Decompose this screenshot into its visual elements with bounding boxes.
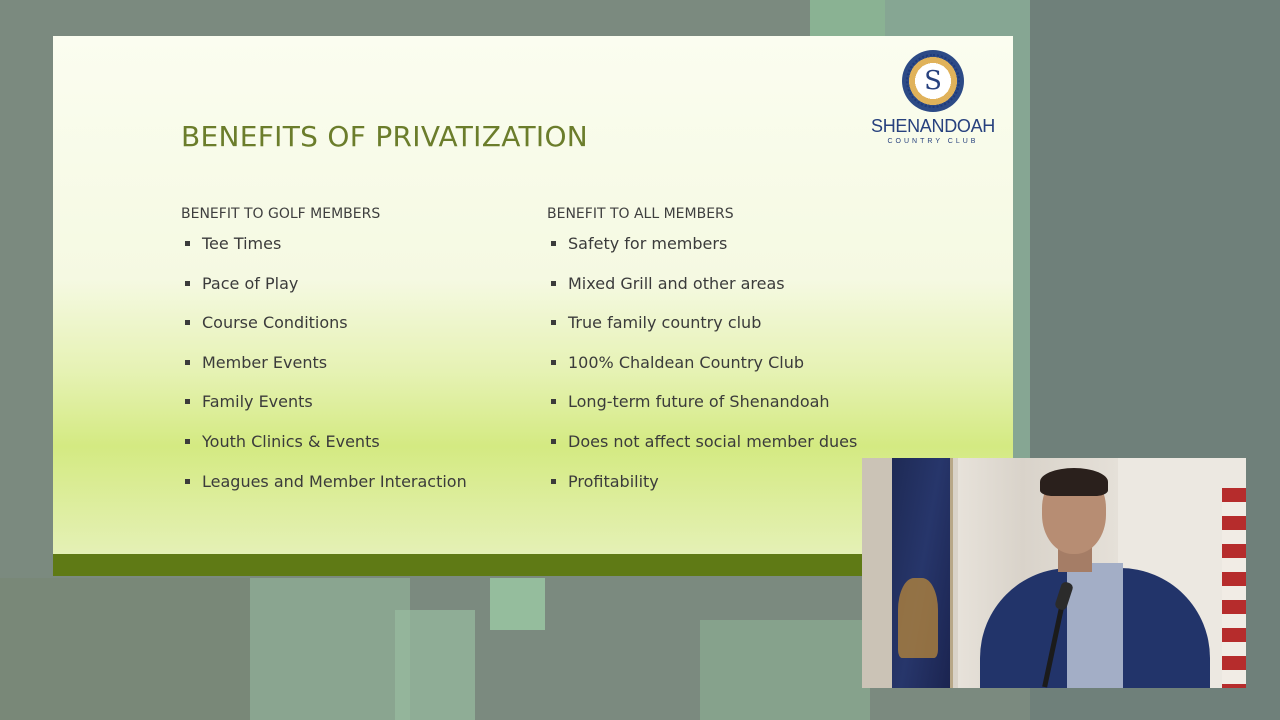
list-item-text: Profitability: [568, 471, 659, 491]
background-shape: [250, 578, 410, 720]
column-heading: BENEFIT TO ALL MEMBERS: [547, 206, 734, 222]
list-item: [547, 309, 857, 349]
bullet-square-icon: [185, 360, 190, 365]
list-item-text: Does not affect social member dues: [568, 431, 858, 451]
list-item: [181, 388, 467, 428]
list-item: [547, 270, 857, 310]
bullet-list: [547, 230, 857, 507]
list-item-text: Safety for members: [568, 234, 728, 253]
logo-emblem-icon: [902, 50, 964, 112]
background-shape: [810, 0, 885, 40]
speaker-video-feed: [862, 458, 1246, 688]
list-item: [181, 230, 467, 270]
list-item-text: Tee Times: [202, 234, 282, 253]
list-item: [547, 428, 857, 468]
list-item: [181, 349, 467, 389]
list-item-text: Mixed Grill and other areas: [568, 273, 785, 293]
bullet-square-icon: [185, 320, 190, 325]
us-flag: [1222, 488, 1246, 688]
background-shape: [0, 578, 250, 720]
bullet-square-icon: [185, 439, 190, 444]
golf-members-column: [181, 204, 467, 507]
bullet-square-icon: [551, 479, 556, 484]
list-item-text: Long-term future of Shenandoah: [568, 392, 830, 412]
list-item: [547, 388, 857, 428]
list-item: [547, 349, 857, 389]
bullet-square-icon: [185, 399, 190, 404]
list-item: [181, 270, 467, 310]
logo-letter: S: [924, 66, 942, 96]
bullet-square-icon: [551, 399, 556, 404]
bullet-square-icon: [185, 281, 190, 286]
list-item-text: Leagues and Member Interaction: [202, 471, 467, 491]
logo-name: SHENANDOAH: [870, 116, 996, 136]
bullet-square-icon: [551, 281, 556, 286]
list-item-text: Course Conditions: [202, 313, 348, 333]
list-item: [181, 468, 467, 508]
list-item-text: Youth Clinics & Events: [202, 431, 380, 451]
background-shape: [490, 578, 545, 630]
list-item: [181, 428, 467, 468]
list-item: [547, 230, 857, 270]
background-shape: [395, 610, 475, 720]
bullet-square-icon: [185, 479, 190, 484]
list-item-text: True family country club: [568, 313, 762, 333]
bullet-square-icon: [551, 439, 556, 444]
logo-subtitle: COUNTRY CLUB: [887, 138, 979, 145]
bullet-square-icon: [551, 320, 556, 325]
list-item-text: Family Events: [202, 392, 313, 412]
all-members-column: [547, 204, 857, 507]
bullet-square-icon: [551, 241, 556, 246]
list-item-text: Member Events: [202, 352, 328, 372]
column-heading: BENEFIT TO GOLF MEMBERS: [181, 206, 381, 222]
bullet-list: [181, 230, 467, 507]
club-logo: [868, 50, 998, 150]
bullet-square-icon: [551, 360, 556, 365]
background-shape: [700, 620, 870, 720]
list-item: [181, 309, 467, 349]
slide-title: BENEFITS OF PRIVATIZATION: [181, 120, 589, 153]
list-item-text: Pace of Play: [202, 273, 299, 293]
list-item: [547, 468, 857, 508]
bullet-square-icon: [185, 241, 190, 246]
list-item-text: 100% Chaldean Country Club: [568, 352, 804, 372]
